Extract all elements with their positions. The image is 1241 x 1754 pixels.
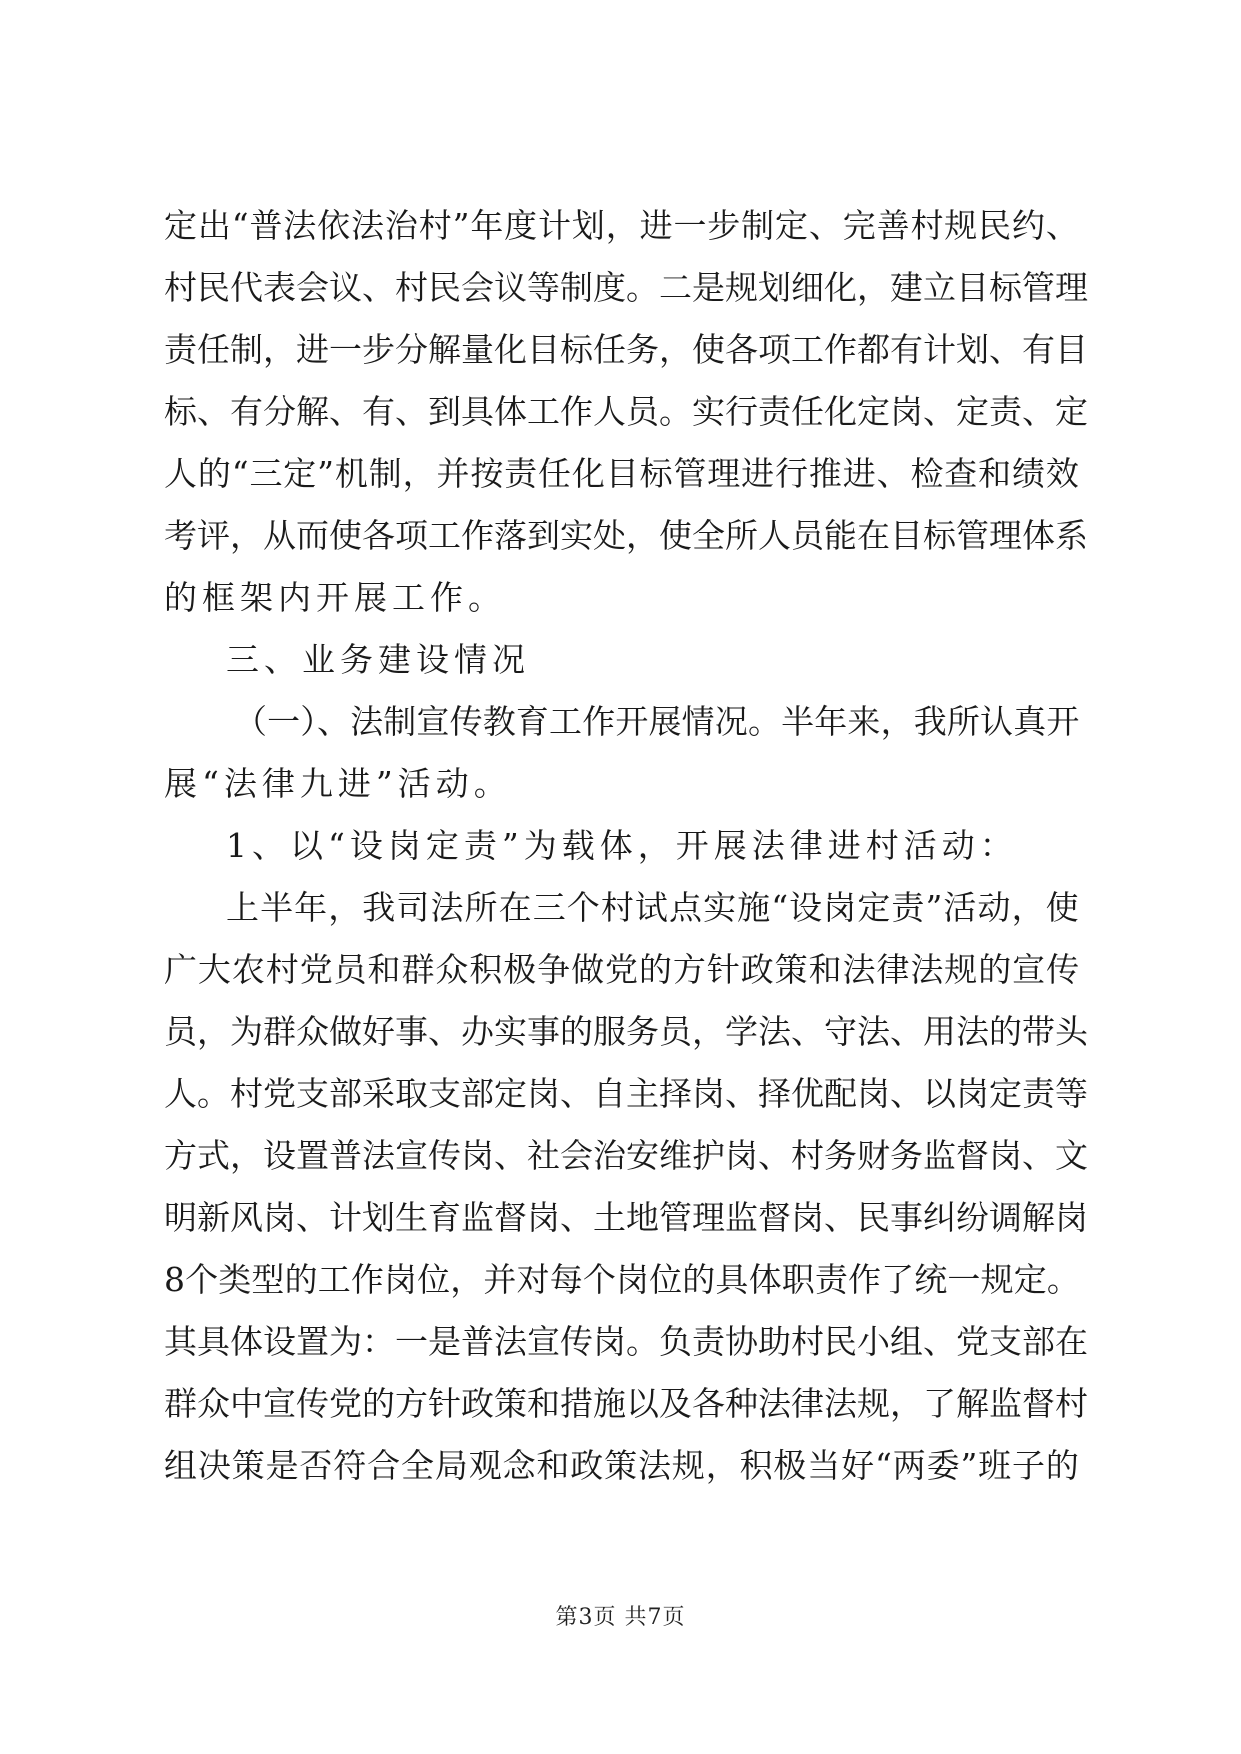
body-text-line: 展“法律九进”活动。 — [164, 764, 512, 803]
item-heading: 1、以“设岗定责”为载体，开展法律进村活动： — [226, 826, 1018, 865]
body-text-line: 的框架内开展工作。 — [164, 578, 506, 617]
body-text-line: 其具体设置为：一是普法宣传岗。负责协助村民小组、党支部在 — [164, 1322, 1088, 1361]
body-text-line: 人的“三定”机制，并按责任化目标管理进行推进、检查和绩效 — [164, 454, 1080, 493]
body-text-line: 定出“普法依法治村”年度计划，进一步制定、完善村规民约、 — [164, 206, 1080, 245]
body-text-line: 明新风岗、计划生育监督岗、土地管理监督岗、民事纠纷调解岗 — [164, 1198, 1088, 1237]
body-text-line: 人。村党支部采取支部定岗、自主择岗、择优配岗、以岗定责等 — [164, 1074, 1088, 1113]
body-text-line: 广大农村党员和群众积极争做党的方针政策和法律法规的宣传 — [164, 950, 1080, 989]
body-text-line: 员，为群众做好事、办实事的服务员，学法、守法、用法的带头 — [164, 1012, 1088, 1051]
body-text-line: 上半年，我司法所在三个村试点实施“设岗定责”活动，使 — [226, 888, 1080, 927]
body-text-line: 8个类型的工作岗位，并对每个岗位的具体职责作了统一规定。 — [164, 1260, 1080, 1299]
subsection-heading: （一）、法制宣传教育工作开展情况。半年来，我所认真开 — [234, 702, 1080, 741]
body-text-line: 责任制，进一步分解量化目标任务，使各项工作都有计划、有目 — [164, 330, 1088, 369]
body-text-line: 群众中宣传党的方针政策和措施以及各种法律法规，了解监督村 — [164, 1384, 1088, 1423]
body-text-line: 考评，从而使各项工作落到实处，使全所人员能在目标管理体系 — [164, 516, 1088, 555]
body-text-line: 方式，设置普法宣传岗、社会治安维护岗、村务财务监督岗、文 — [164, 1136, 1088, 1175]
page-number-footer: 第3页 共7页 — [555, 1605, 686, 1630]
body-text-line: 村民代表会议、村民会议等制度。二是规划细化，建立目标管理 — [164, 268, 1088, 307]
section-heading: 三、业务建设情况 — [226, 640, 530, 679]
body-text-line: 组决策是否符合全局观念和政策法规，积极当好“两委”班子的 — [164, 1446, 1080, 1485]
body-text-line: 标、有分解、有、到具体工作人员。实行责任化定岗、定责、定 — [164, 392, 1088, 431]
